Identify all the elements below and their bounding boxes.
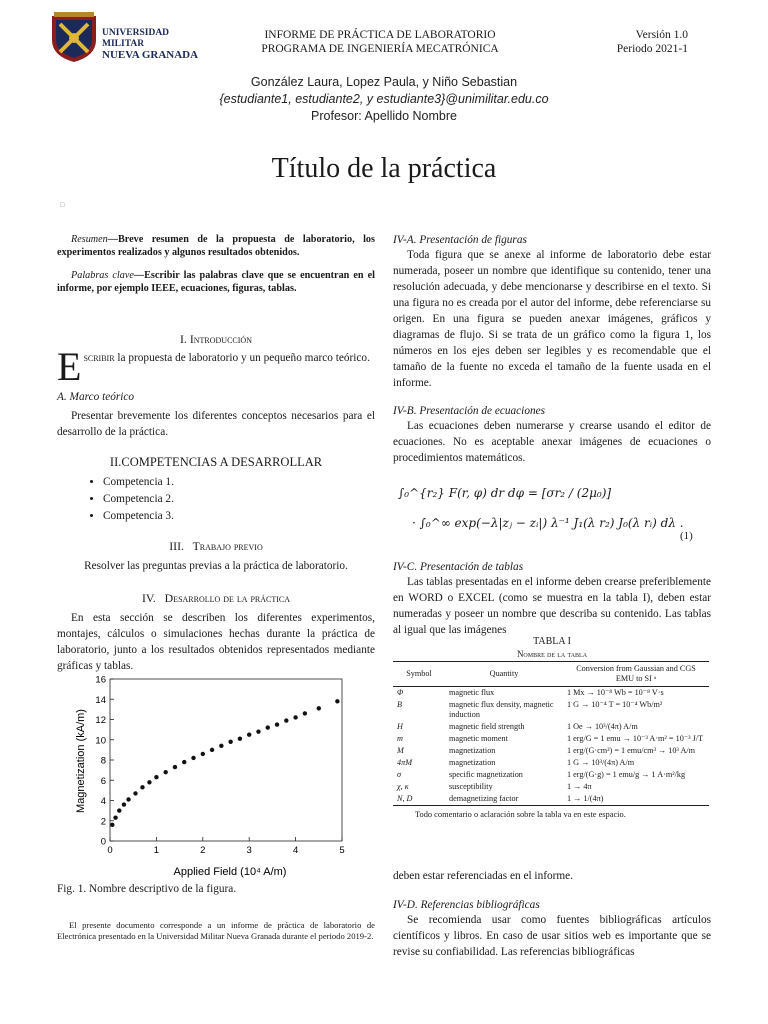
table-cell: M [397, 746, 404, 755]
table-cell: magnetic flux [449, 688, 495, 697]
table-block [393, 636, 711, 819]
abstract-label: Resumen [71, 234, 108, 245]
data-point [293, 715, 297, 719]
table-cell: specific magnetization [449, 770, 523, 779]
table-note: Todo comentario o aclaración sobre la tabla va en este espacio. [415, 810, 626, 819]
y-tick-label: 8 [100, 755, 106, 767]
figure-caption: Fig. 1. Nombre descriptivo de la figura. [57, 883, 237, 895]
table-cell: demagnetizing factor [449, 794, 519, 803]
lead-word: scribir [83, 352, 115, 364]
equation-number: (1) [680, 530, 693, 542]
subsection-ivd-heading: IV-D. Referencias bibliográficas [393, 899, 540, 911]
author-emails: {estudiante1, estudiante2, y estudiante3}@unimilitar.edu.co [219, 92, 549, 106]
table-row [393, 687, 709, 700]
data-point [256, 729, 260, 733]
table-row [393, 699, 709, 721]
data-point [210, 748, 214, 752]
table-cell: B [397, 700, 403, 709]
y-tick-label: 14 [95, 694, 106, 706]
table-cell: 1 G → 10⁻⁴ T = 10⁻⁴ Wb/m² [567, 700, 663, 709]
section-3-heading: III. Trabajo previo [169, 539, 263, 553]
professor-line: Profesor: Apellido Nombre [311, 109, 457, 123]
y-tick-label: 0 [100, 836, 106, 848]
section-1-text: la propuesta de laboratorio y un pequeño marco teórico. [114, 352, 370, 364]
table-cell: magnetization [449, 758, 496, 767]
table-cell: m [397, 734, 403, 743]
table-header: Symbol [406, 669, 432, 678]
data-point [335, 699, 339, 703]
y-tick-label: 16 [95, 674, 106, 686]
data-point [303, 711, 307, 715]
table-cell: magnetic moment [449, 734, 508, 743]
chart-x-label: Applied Field (10⁴ A/m) [173, 866, 287, 878]
table-row [393, 769, 709, 781]
subsection-ivb-text: Las ecuaciones deben numerarse y crearse usando el editor de ecuaciones. No es aceptable anexar imágenes de ecuaciones o procedimientos matemáticos. [393, 420, 711, 464]
equation-line-2: · ∫₀^∞ exp(−λ|zⱼ − zᵢ|) λ⁻¹ J₁(λ r₂) J₀(λ rᵢ) dλ . [412, 516, 684, 530]
x-tick-label: 2 [200, 845, 206, 856]
subsection-a-heading: A. Marco teórico [57, 391, 135, 403]
subsection-ivc-continued: deben estar referenciadas en el informe. [393, 870, 574, 882]
y-tick-label: 6 [100, 775, 106, 787]
table-cell: magnetic flux density, magnetic induction [449, 700, 554, 719]
section-4-text: En esta sección se describen los diferentes experimentos, montajes, cálculos o simulaciones hechas durante la práctica de laboratorio, junto a los resultados obtenidos representados mediante gráficas y tablas. [57, 612, 375, 672]
table-cell: 1 → 4π [567, 782, 592, 791]
data-point [182, 760, 186, 764]
data-point [275, 722, 279, 726]
x-tick-label: 0 [107, 845, 113, 856]
data-point [140, 785, 144, 789]
equation-line-1: ∫₀^{r₂} F(r, φ) dr dφ = [σr₂ ∕ (2μ₀)] [398, 486, 612, 500]
page-title: Título de la práctica [271, 153, 497, 184]
keywords-text: —Escribir las palabras clave que se encuentran en el informe, por ejemplo IEEE, ecuaciones, figuras, tablas. [57, 270, 375, 294]
university-logo [50, 12, 210, 64]
logo-line-1: UNIVERSIDAD MILITAR [102, 28, 170, 49]
data-point [228, 740, 232, 744]
chart-svg [72, 673, 362, 878]
data-point [201, 752, 205, 756]
section-1-heading: I. Introducción [180, 332, 252, 346]
table-cell: N, D [397, 794, 413, 803]
footnote: El presente documento corresponde a un informe de práctica de laboratorio de Electrónica presentado en la Universidad Militar Nueva Granada durante el periodo 2019-2. [57, 920, 375, 941]
subsection-ivc-heading: IV-C. Presentación de tablas [393, 561, 524, 573]
keywords-label: Palabras clave [71, 270, 134, 281]
table-cell: 4πM [397, 758, 413, 767]
keywords-paragraph [57, 269, 375, 295]
abstract-text: —Breve resumen de la propuesta de laboratorio, los experimentos realizados y algunos resultados obtenidos. [57, 234, 375, 258]
list-item: • Competencia 1. [103, 474, 375, 491]
data-point [266, 725, 270, 729]
header-line-2: PROGRAMA DE INGENIERÍA MECATRÓNICA [261, 43, 499, 55]
data-point [219, 744, 223, 748]
competency-list [57, 474, 375, 525]
x-tick-label: 1 [153, 845, 160, 856]
data-point [163, 770, 167, 774]
subsection-ivd-text: Se recomienda usar como fuentes bibliográficas artículos científicos y libros. En caso de usar sitios web es importante que se revise su confiabilidad. Las referencias bibliográficas [393, 914, 711, 958]
table-header: Quantity [489, 669, 519, 678]
data-point [317, 706, 321, 710]
table-row [393, 781, 709, 793]
data-point [113, 816, 117, 820]
author-names: González Laura, Lopez Paula, y Niño Sebastian [250, 75, 518, 89]
section-1-body [57, 344, 375, 389]
table-row [393, 733, 709, 745]
y-tick-label: 2 [100, 816, 106, 828]
y-tick-label: 4 [100, 796, 106, 807]
table-cell: σ [397, 770, 402, 779]
table-header: Conversion from Gaussian and CGS EMU to SI ᵃ [576, 664, 696, 683]
table-cell: 1 erg/G = 1 emu → 10⁻³ A·m² = 10⁻³ J/T [567, 734, 704, 743]
subsection-iva-heading: IV-A. Presentación de figuras [393, 234, 527, 246]
header-center [200, 28, 560, 56]
x-tick-label: 3 [246, 845, 252, 856]
logo-line-2: NUEVA GRANADA [102, 49, 199, 61]
abstract [57, 233, 375, 295]
subsection-a-text: Presentar brevemente los diferentes conceptos necesarios para el desarrollo de la práctica. [57, 410, 375, 438]
data-point [147, 780, 151, 784]
data-point [110, 823, 114, 827]
table-cell: 1 erg/(G·cm³) = 1 emu/cm³ → 10³ A/m [567, 746, 696, 755]
data-point [238, 737, 242, 741]
table-row [393, 745, 709, 757]
table-cell: magnetic field strength [449, 722, 525, 731]
data-point [173, 765, 177, 769]
table-cell: H [397, 722, 403, 731]
table-row [393, 721, 709, 733]
header-line-1: INFORME DE PRÁCTICA DE LABORATORIO [264, 29, 496, 41]
table-row [393, 793, 709, 806]
data-point [191, 756, 195, 760]
subsection-ivb-heading: IV-B. Presentación de ecuaciones [393, 405, 546, 417]
list-item: • Competencia 3. [103, 508, 375, 525]
placeholder-mark: □ [60, 201, 65, 209]
data-point [122, 802, 126, 806]
version-label: Versión 1.0 [635, 29, 688, 41]
subsection-iva-text: Toda figura que se anexe al informe de laboratorio debe estar numerada, poseer un nombre que identifique su contenido, tener una resolución adecuada, y debe mencionarse y describirse en el texto. Si una figura no es creada por el autor del informe, debe referenciarse su origen. En una figura se pueden anexar imágenes, gráficos y diagramas de flujo. Si se trata de un gráfico como la figura 1, los números en los ejes deben ser legibles y es recomendable que el tamaño de la fuente no exceda el tamaño de la fuente usada en el informe. [393, 249, 711, 389]
table-cell: 1 Mx → 10⁻⁸ Wb = 10⁻⁸ V·s [567, 688, 664, 697]
table-cell: susceptibility [449, 782, 493, 791]
section-3-text: Resolver las preguntas previas a la práctica de laboratorio. [84, 560, 348, 572]
drop-cap: E [57, 344, 82, 389]
header-right [600, 28, 688, 56]
units-table [393, 661, 709, 806]
data-point [133, 791, 137, 795]
table-label: TABLA I [533, 636, 571, 647]
table-cell: 1 G → 10³/(4π) A/m [567, 758, 635, 767]
table-cell: Φ [397, 688, 404, 697]
period-label: Periodo 2021-1 [616, 43, 688, 55]
table-cell: 1 erg/(G·g) = 1 emu/g → 1 A·m²/kg [567, 770, 686, 779]
table-cell: χ, κ [397, 782, 409, 791]
data-point [284, 718, 288, 722]
list-item: • Competencia 2. [103, 491, 375, 508]
table-row [393, 757, 709, 769]
subsection-ivc-text: Las tablas presentadas en el informe deben crearse preferiblemente en WORD o EXCEL (como se muestra en la tabla I), deben estar numeradas y poseer un nombre que describa su contenido. Las tablas al igual que las imágenes [393, 576, 711, 636]
data-point [126, 797, 130, 801]
section-2-heading: II.COMPETENCIAS A DESARROLLAR [109, 455, 323, 469]
abstract-paragraph [57, 233, 375, 259]
plot-frame [110, 679, 342, 841]
table-cell: 1 → 1/(4π) [567, 794, 604, 803]
chart-y-label: Magnetization (kA/m) [75, 709, 87, 813]
table-cell: magnetization [449, 746, 496, 755]
table-name: Nombre de la tabla [516, 649, 588, 659]
magnetization-chart [72, 673, 362, 878]
data-point [154, 775, 158, 779]
data-point [247, 732, 251, 736]
section-4-heading: IV. Desarrollo de la práctica [141, 591, 291, 605]
y-tick-label: 12 [95, 715, 106, 726]
table-cell: 1 Oe → 10³/(4π) A/m [567, 722, 638, 731]
author-block [0, 74, 768, 125]
x-tick-label: 5 [339, 845, 345, 856]
y-tick-label: 10 [95, 735, 106, 747]
x-tick-label: 4 [292, 845, 299, 856]
data-point [117, 808, 121, 812]
